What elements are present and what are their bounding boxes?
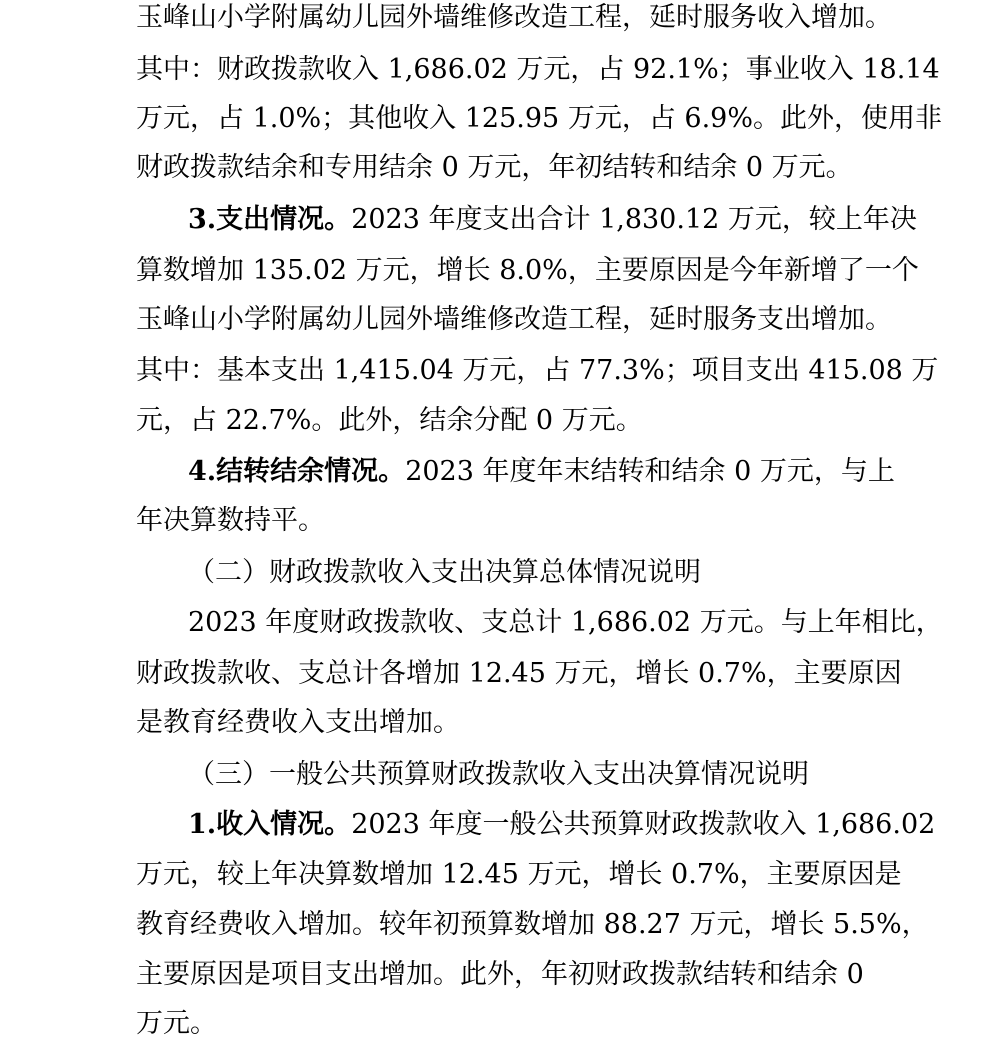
body-text: 2023 年度支出合计 1,830.12 万元，较上年决 — [351, 204, 917, 235]
paragraph-line — [188, 200, 1000, 240]
body-text-line: 元，占 22.7%。此外，结余分配 0 万元。 — [136, 405, 643, 436]
body-text-line: 其中：财政拨款收入 1,686.02 万元，占 92.1%；事业收入 18.14 — [136, 54, 940, 85]
body-text-line: 财政拨款结余和专用结余 0 万元，年初结转和结余 0 万元。 — [136, 152, 853, 183]
paragraph-heading: 4.结转结余情况。 — [188, 456, 406, 487]
body-text-line: 财政拨款收、支总计各增加 12.45 万元，增长 0.7%，主要原因 — [136, 658, 902, 689]
body-text-line: 其中：基本支出 1,415.04 万元，占 77.3%；项目支出 415.08 万 — [136, 355, 939, 386]
body-text-line: 年决算数持平。 — [136, 505, 325, 536]
body-text-line: 万元。 — [136, 1008, 217, 1039]
body-text: 2023 年度一般公共预算财政拨款收入 1,686.02 — [351, 809, 936, 840]
paragraph-heading: 1.收入情况。 — [188, 809, 352, 840]
body-text-line: 算数增加 135.02 万元，增长 8.0%，主要原因是今年新增了一个 — [136, 255, 919, 286]
section-title: （二）财政拨款收入支出决算总体情况说明 — [188, 557, 701, 588]
body-text-line: 2023 年度财政拨款收、支总计 1,686.02 万元。与上年相比， — [188, 607, 943, 638]
body-text-line: 玉峰山小学附属幼儿园外墙维修改造工程，延时服务支出增加。 — [136, 304, 892, 335]
paragraph-heading: 3.支出情况。 — [188, 204, 352, 235]
body-text-line: 是教育经费收入支出增加。 — [136, 707, 460, 738]
body-text: 2023 年度年末结转和结余 0 万元，与上 — [405, 456, 895, 487]
section-title: （三）一般公共预算财政拨款收入支出决算情况说明 — [188, 759, 809, 790]
body-text-line: 教育经费收入增加。较年初预算数增加 88.27 万元，增长 5.5%， — [136, 909, 929, 940]
paragraph-line — [188, 452, 1000, 492]
body-text-line: 主要原因是项目支出增加。此外，年初财政拨款结转和结余 0 — [136, 959, 864, 990]
body-text-line: 万元，较上年决算数增加 12.45 万元，增长 0.7%，主要原因是 — [136, 859, 902, 890]
body-text-line: 玉峰山小学附属幼儿园外墙维修改造工程，延时服务收入增加。 — [136, 2, 892, 33]
paragraph-line — [188, 805, 1000, 845]
body-text-line: 万元，占 1.0%；其他收入 125.95 万元，占 6.9%。此外，使用非 — [136, 103, 942, 134]
